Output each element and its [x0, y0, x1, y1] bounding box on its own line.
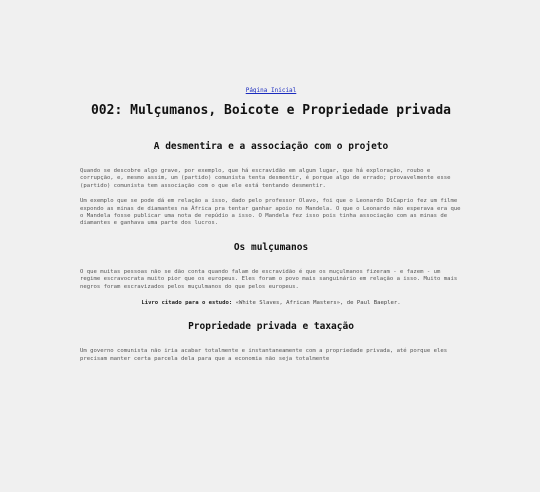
page-title: 002: Mulçumanos, Boicote e Propriedade privada — [90, 103, 452, 118]
section-heading-mulcumanos: Os mulçumanos — [233, 241, 309, 253]
paragraph: Quando se descobre algo grave, por exemplo, que há escravidão em algum lugar, que há exploração, roubo e corrupção, e, mesmo assim, um (partido) comunista tenta desmentir, é porque algo de errado; provavelmente esse (partido) comunista tem associação com o que ele está tentando desmentir. — [80, 168, 451, 189]
book-citation — [80, 300, 462, 307]
section-heading-propriedade: Propriedade privada e taxação — [188, 321, 354, 333]
paragraph: O que muitas pessoas não se dão conta quando falam de escravidão é que os muçulmanos fizeram - e fazem - um regime escravocrata muito pior que os europeus. Eles foram o povo mais sanguinário em relação a isso. Muito mais negros foram escravizados pelos muçulmanos do que pelos europeus. — [80, 268, 458, 290]
page — [0, 87, 540, 492]
home-link[interactable]: Página Inicial — [245, 87, 297, 94]
section-heading-desmentira: A desmentira e a associação com o projeto — [153, 141, 389, 152]
paragraph: Um governo comunista não iria acabar totalmente e instantaneamente com a propriedade privada, até porque eles precisam manter certa parcela dela para que a economia não seja totalmente — [80, 348, 448, 362]
paragraph: Um exemplo que se pode dá em relação a isso, dado pelo professor Olavo, foi que o Leonardo DiCaprio fez um filme expondo as minas de diamantes na África pra tentar ganhar apoio no Mandela. O que o Leonardo não esperava era que o Mandela fosse publicar uma nota de repúdio a isso. O Mandela fez isso pois tinha associação com as minas de diamantes e ganhava uma parte dos lucros. — [80, 198, 461, 227]
book-citation-text: «White Slaves, African Masters», de Paul Baepler. — [235, 300, 401, 307]
book-citation-label: Livro citado para o estudo: — [141, 300, 233, 307]
